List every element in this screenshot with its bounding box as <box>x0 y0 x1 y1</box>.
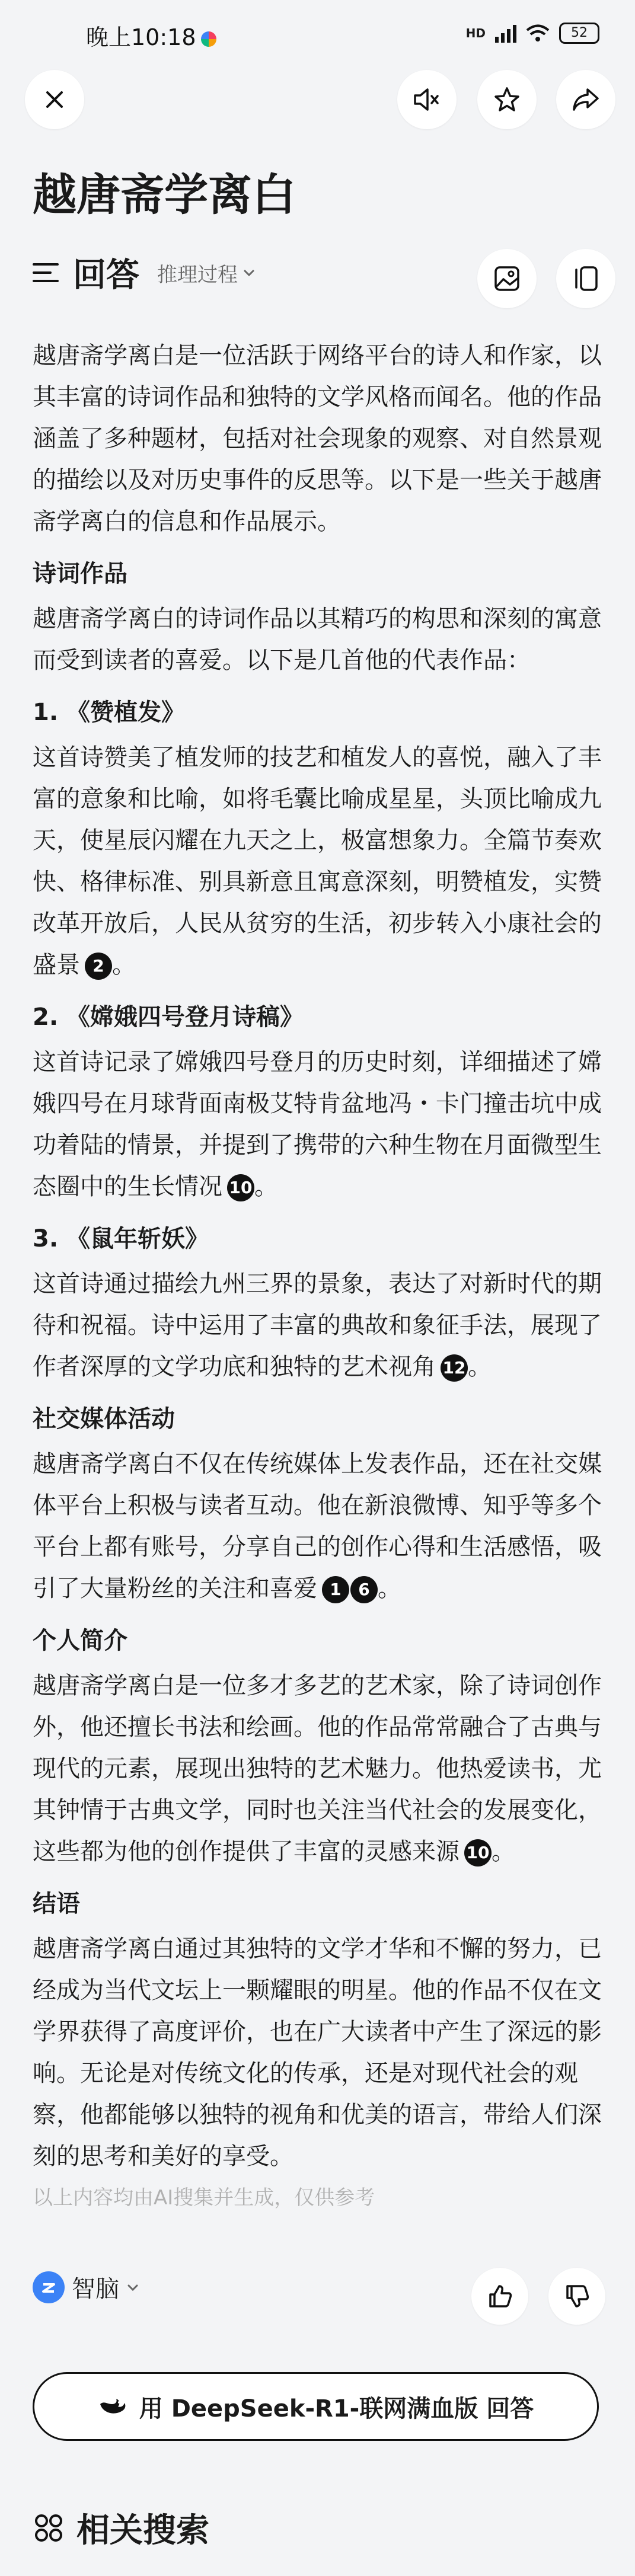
work-text-2-body: 这首诗记录了嫦娥四号登月的历史时刻，详细描述了嫦娥四号在月球背面南极艾特肯盆地冯・卡门撞击坑中成功着陆的情景，并提到了携带的六种生物在月面微型生态圈中的生长情况 <box>33 1049 602 1200</box>
conclusion-heading: 结语 <box>33 1890 80 1917</box>
profile-text: 越唐斋学离白是一位多才多艺的艺术家，除了诗词创作外，他还擅长书法和绘画。他的作品常常融合了古典与现代的元素，展现出独特的艺术魅力。他热爱读书，尤其钟情于古典文学，同时也关注当代社会的发展变化，这些都为他的创作提供了丰富的灵感来源 <box>33 1672 602 1865</box>
intro-paragraph: 越唐斋学离白是一位活跃于网络平台的诗人和作家，以其丰富的诗词作品和独特的文学风格而闻名。他的作品涵盖了多种题材，包括对社会现象的观察、对自然景观的描绘以及对历史事件的反思等。以下是一些关于越唐斋学离白的信息和作品展示。 <box>33 342 602 535</box>
chevron-down-icon <box>126 2281 139 2294</box>
work-text-2: 这首诗记录了嫦娥四号登月的历史时刻，详细描述了嫦娥四号在月球背面南极艾特肯盆地冯・卡门撞击坑中成功着陆的情景，并提到了携带的六种生物在月面微型生态圈中的生长情况 10。 <box>33 1049 602 1200</box>
like-button[interactable] <box>471 2268 528 2325</box>
answer-content <box>33 335 605 2219</box>
battery-level: 52 <box>571 25 588 40</box>
status-icons <box>466 23 599 44</box>
share-button[interactable] <box>556 70 615 129</box>
status-time <box>86 19 216 52</box>
app-color-icon <box>201 31 216 47</box>
thumbs-down-icon <box>564 2283 590 2309</box>
citation-badge[interactable]: 2 <box>85 953 112 980</box>
work-title-1: 1. 《赞植发》 <box>33 699 185 726</box>
conclusion-paragraph: 越唐斋学离白通过其独特的文学才华和不懈的努力，已经成为当代文坛上一颗耀眼的明星。他的作品不仅在文学界获得了高度评价，也在广大读者中产生了深远的影响。无论是对传统文化的传承，还是对现代社会的观察，他都能够以独特的视角和优美的语言，带给人们深刻的思考和美好的享受。 <box>33 1935 602 2170</box>
reasoning-toggle[interactable] <box>157 258 256 287</box>
speaker-muted-icon <box>413 87 441 113</box>
share-icon <box>572 87 600 113</box>
work-title-3: 3. 《鼠年斩妖》 <box>33 1225 209 1252</box>
wifi-icon <box>526 24 550 43</box>
social-paragraph: 越唐斋学离白不仅在传统媒体上发表作品，还在社交媒体平台上积极与读者互动。他在新浪微博、知乎等多个平台上都有账号，分享自己的创作心得和生活感悟，吸引了大量粉丝的关注和喜爱 1 6 。 <box>33 1450 602 1602</box>
answer-header <box>33 249 256 296</box>
chevron-down-icon <box>242 266 256 279</box>
dislike-button[interactable] <box>548 2268 605 2325</box>
social-heading: 社交媒体活动 <box>33 1405 175 1433</box>
citation-badge[interactable]: 12 <box>441 1354 468 1382</box>
deepseek-answer-button[interactable] <box>33 2372 599 2441</box>
poetry-heading: 诗词作品 <box>33 560 127 587</box>
deepseek-button-label: 用 DeepSeek-R1-联网满血版 回答 <box>139 2395 534 2422</box>
status-time-text: 晚上10:18 <box>86 24 196 50</box>
work-text-1-body: 这首诗赞美了植发师的技艺和植发人的喜悦，融入了丰富的意象和比喻，如将毛囊比喻成星星，头顶比喻成九天，使星辰闪耀在九天之上，极富想象力。全篇节奏欢快、格律标准、别具新意且寓意深刻，明赞植发，实赞改革开放后，人民从贫穷的生活，初步转入小康社会的盛景 <box>33 744 602 979</box>
work-title-2: 2. 《嫦娥四号登月诗稿》 <box>33 1003 304 1031</box>
deepseek-whale-icon <box>98 2395 129 2418</box>
thumbs-up-icon <box>487 2283 513 2309</box>
work-text-1: 这首诗赞美了植发师的技艺和植发人的喜悦，融入了丰富的意象和比喻，如将毛囊比喻成星星，头顶比喻成九天，使星辰闪耀在九天之上，极富想象力。全篇节奏欢快、格律标准、别具新意且寓意深刻，明赞植发，实赞改革开放后，人民从贫穷的生活，初步转入小康社会的盛景 2 。 <box>33 744 602 979</box>
favorite-button[interactable] <box>477 70 537 129</box>
poetry-intro: 越唐斋学离白的诗词作品以其精巧的构思和深刻的寓意而受到读者的喜爱。以下是几首他的代表作品： <box>33 605 602 674</box>
image-button[interactable] <box>477 249 537 308</box>
zhinao-logo-icon <box>33 2271 65 2303</box>
citation-badge[interactable]: 10 <box>464 1839 492 1867</box>
ai-disclaimer: 以上内容均由AI搜集并生成，仅供参考 <box>33 2186 375 2210</box>
close-button[interactable] <box>25 70 84 129</box>
related-search-title: 相关搜索 <box>76 2511 209 2550</box>
status-bar <box>0 0 635 71</box>
model-selector[interactable] <box>33 2270 139 2304</box>
image-icon <box>493 265 521 292</box>
reasoning-label: 推理过程 <box>157 263 238 287</box>
profile-heading: 个人简介 <box>33 1627 127 1654</box>
mute-button[interactable] <box>397 70 457 129</box>
side-panel-icon <box>573 265 599 292</box>
side-panel-button[interactable] <box>556 249 615 308</box>
battery-icon <box>559 23 599 44</box>
social-text: 越唐斋学离白不仅在传统媒体上发表作品，还在社交媒体平台上积极与读者互动。他在新浪微博、知乎等多个平台上都有账号，分享自己的创作心得和生活感悟，吸引了大量粉丝的关注和喜爱 <box>33 1450 602 1602</box>
page-title: 越唐斋学离白 <box>33 170 296 220</box>
model-name: 智脑 <box>72 2275 119 2303</box>
citation-group <box>322 1576 378 1603</box>
work-text-3: 这首诗通过描绘九州三界的景象，表达了对新时代的期待和祝福。诗中运用了丰富的典故和象征手法，展现了作者深厚的文学功底和独特的艺术视角 12。 <box>33 1270 602 1380</box>
answer-label: 回答 <box>73 256 139 295</box>
citation-badge[interactable]: 1 <box>322 1576 349 1603</box>
close-icon <box>43 88 66 111</box>
work-text-3-body: 这首诗通过描绘九州三界的景象，表达了对新时代的期待和祝福。诗中运用了丰富的典故和象征手法，展现了作者深厚的文学功底和独特的艺术视角 <box>33 1270 602 1380</box>
related-search-icon <box>33 2512 65 2544</box>
star-icon <box>493 85 521 114</box>
answer-menu-icon <box>33 261 59 285</box>
hd-label: HD <box>465 26 486 40</box>
profile-paragraph: 越唐斋学离白是一位多才多艺的艺术家，除了诗词创作外，他还擅长书法和绘画。他的作品常常融合了古典与现代的元素，展现出独特的艺术魅力。他热爱读书，尤其钟情于古典文学，同时也关注当代社会的发展变化，这些都为他的创作提供了丰富的灵感来源 10。 <box>33 1672 602 1865</box>
citation-badge[interactable]: 6 <box>350 1576 378 1603</box>
signal-icon <box>495 24 516 43</box>
citation-badge[interactable]: 10 <box>227 1174 254 1201</box>
related-search-header <box>33 2504 209 2552</box>
